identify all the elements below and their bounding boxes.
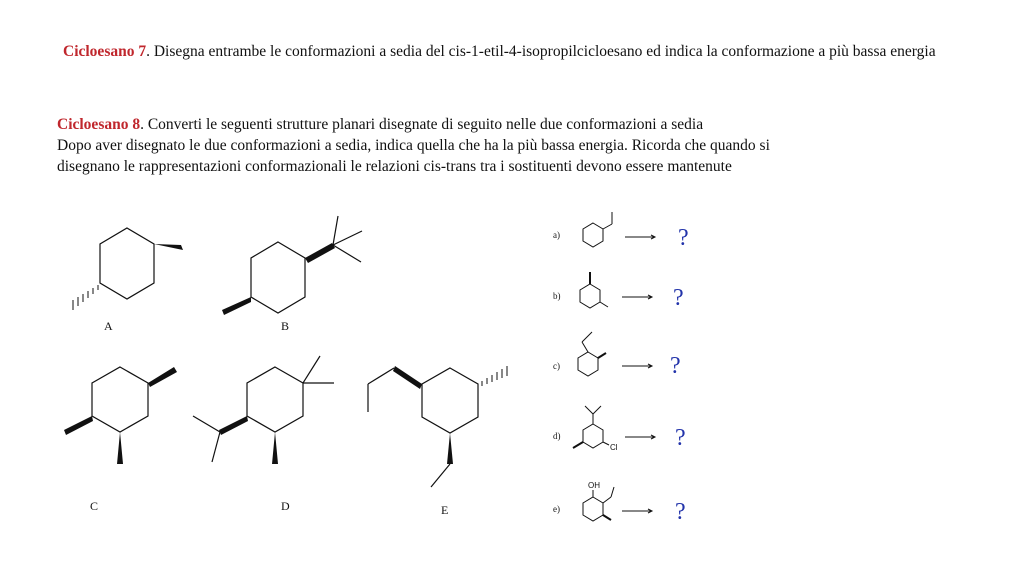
question-8-line-3: disegnano le rappresentazioni conformazionali le relazioni cis-trans tra i sostituenti devono essere mantenute (57, 158, 732, 175)
structure-a (73, 228, 183, 310)
exercise-label-a: a) (553, 230, 560, 240)
structure-b (222, 216, 362, 315)
hexagon-ring (92, 367, 148, 432)
wedge-bond (148, 367, 177, 387)
hexagon-ring (578, 352, 598, 376)
wedge-bond (393, 366, 422, 389)
question-mark-d: ? (675, 425, 686, 451)
structure-d (193, 356, 334, 464)
structure-label-d: D (281, 499, 290, 513)
exercise-e (553, 481, 686, 525)
exercise-label-d: d) (553, 431, 561, 441)
question-mark-a: ? (678, 225, 689, 251)
question-mark-c: ? (670, 353, 681, 379)
question-7-text: . Disegna entrambe le conformazioni a sedia del cis-1-etil-4-isopropilcicloesano ed indica la conformazione a più bassa energia (146, 43, 936, 60)
hexagon-ring (583, 424, 603, 448)
wedge-bond (219, 416, 248, 435)
wedge-bond (222, 297, 251, 315)
wedge-bond (117, 432, 123, 464)
hexagon-ring (580, 284, 600, 308)
structure-label-e: E (441, 503, 449, 517)
exercise-label-b: b) (553, 291, 561, 301)
wedge-bond (154, 244, 183, 250)
exercise-label-e: e) (553, 504, 560, 514)
hexagon-ring (247, 367, 303, 432)
wedge-bond (305, 243, 335, 263)
exercise-a (553, 212, 689, 251)
hydroxyl-group: OH (588, 481, 600, 490)
structure-e (368, 366, 507, 487)
hashed-bond (73, 285, 98, 310)
structure-label-b: B (281, 319, 290, 333)
hexagon-ring (583, 497, 603, 521)
hexagon-ring (251, 242, 305, 313)
question-8-line-2: Dopo aver disegnato le due conformazioni a sedia, indica quella che ha la più bassa energia. Ricorda che quando si (57, 137, 770, 154)
exercise-d (553, 406, 686, 452)
question-8-line-1: Cicloesano 8. Converti le seguenti strutture planari disegnate di seguito nelle due conformazioni a sedia (57, 116, 704, 133)
structure-c (64, 367, 177, 464)
chlorine-atom: Cl (610, 443, 618, 452)
wedge-bond (64, 416, 93, 435)
hashed-bond (482, 366, 507, 386)
exercise-c (553, 332, 681, 379)
exercise-b (553, 272, 684, 311)
hexagon-ring (422, 368, 478, 433)
structure-label-c: C (90, 499, 99, 513)
hexagon-ring (583, 223, 603, 247)
question-8-title: Cicloesano 8 (57, 116, 141, 133)
exercise-label-c: c) (553, 361, 560, 371)
structure-label-a: A (104, 319, 113, 333)
question-mark-b: ? (673, 285, 684, 311)
question-mark-e: ? (675, 499, 686, 525)
hexagon-ring (100, 228, 154, 299)
wedge-bond (447, 433, 453, 464)
wedge-bond (272, 432, 278, 464)
question-7-title: Cicloesano 7 (63, 43, 147, 60)
